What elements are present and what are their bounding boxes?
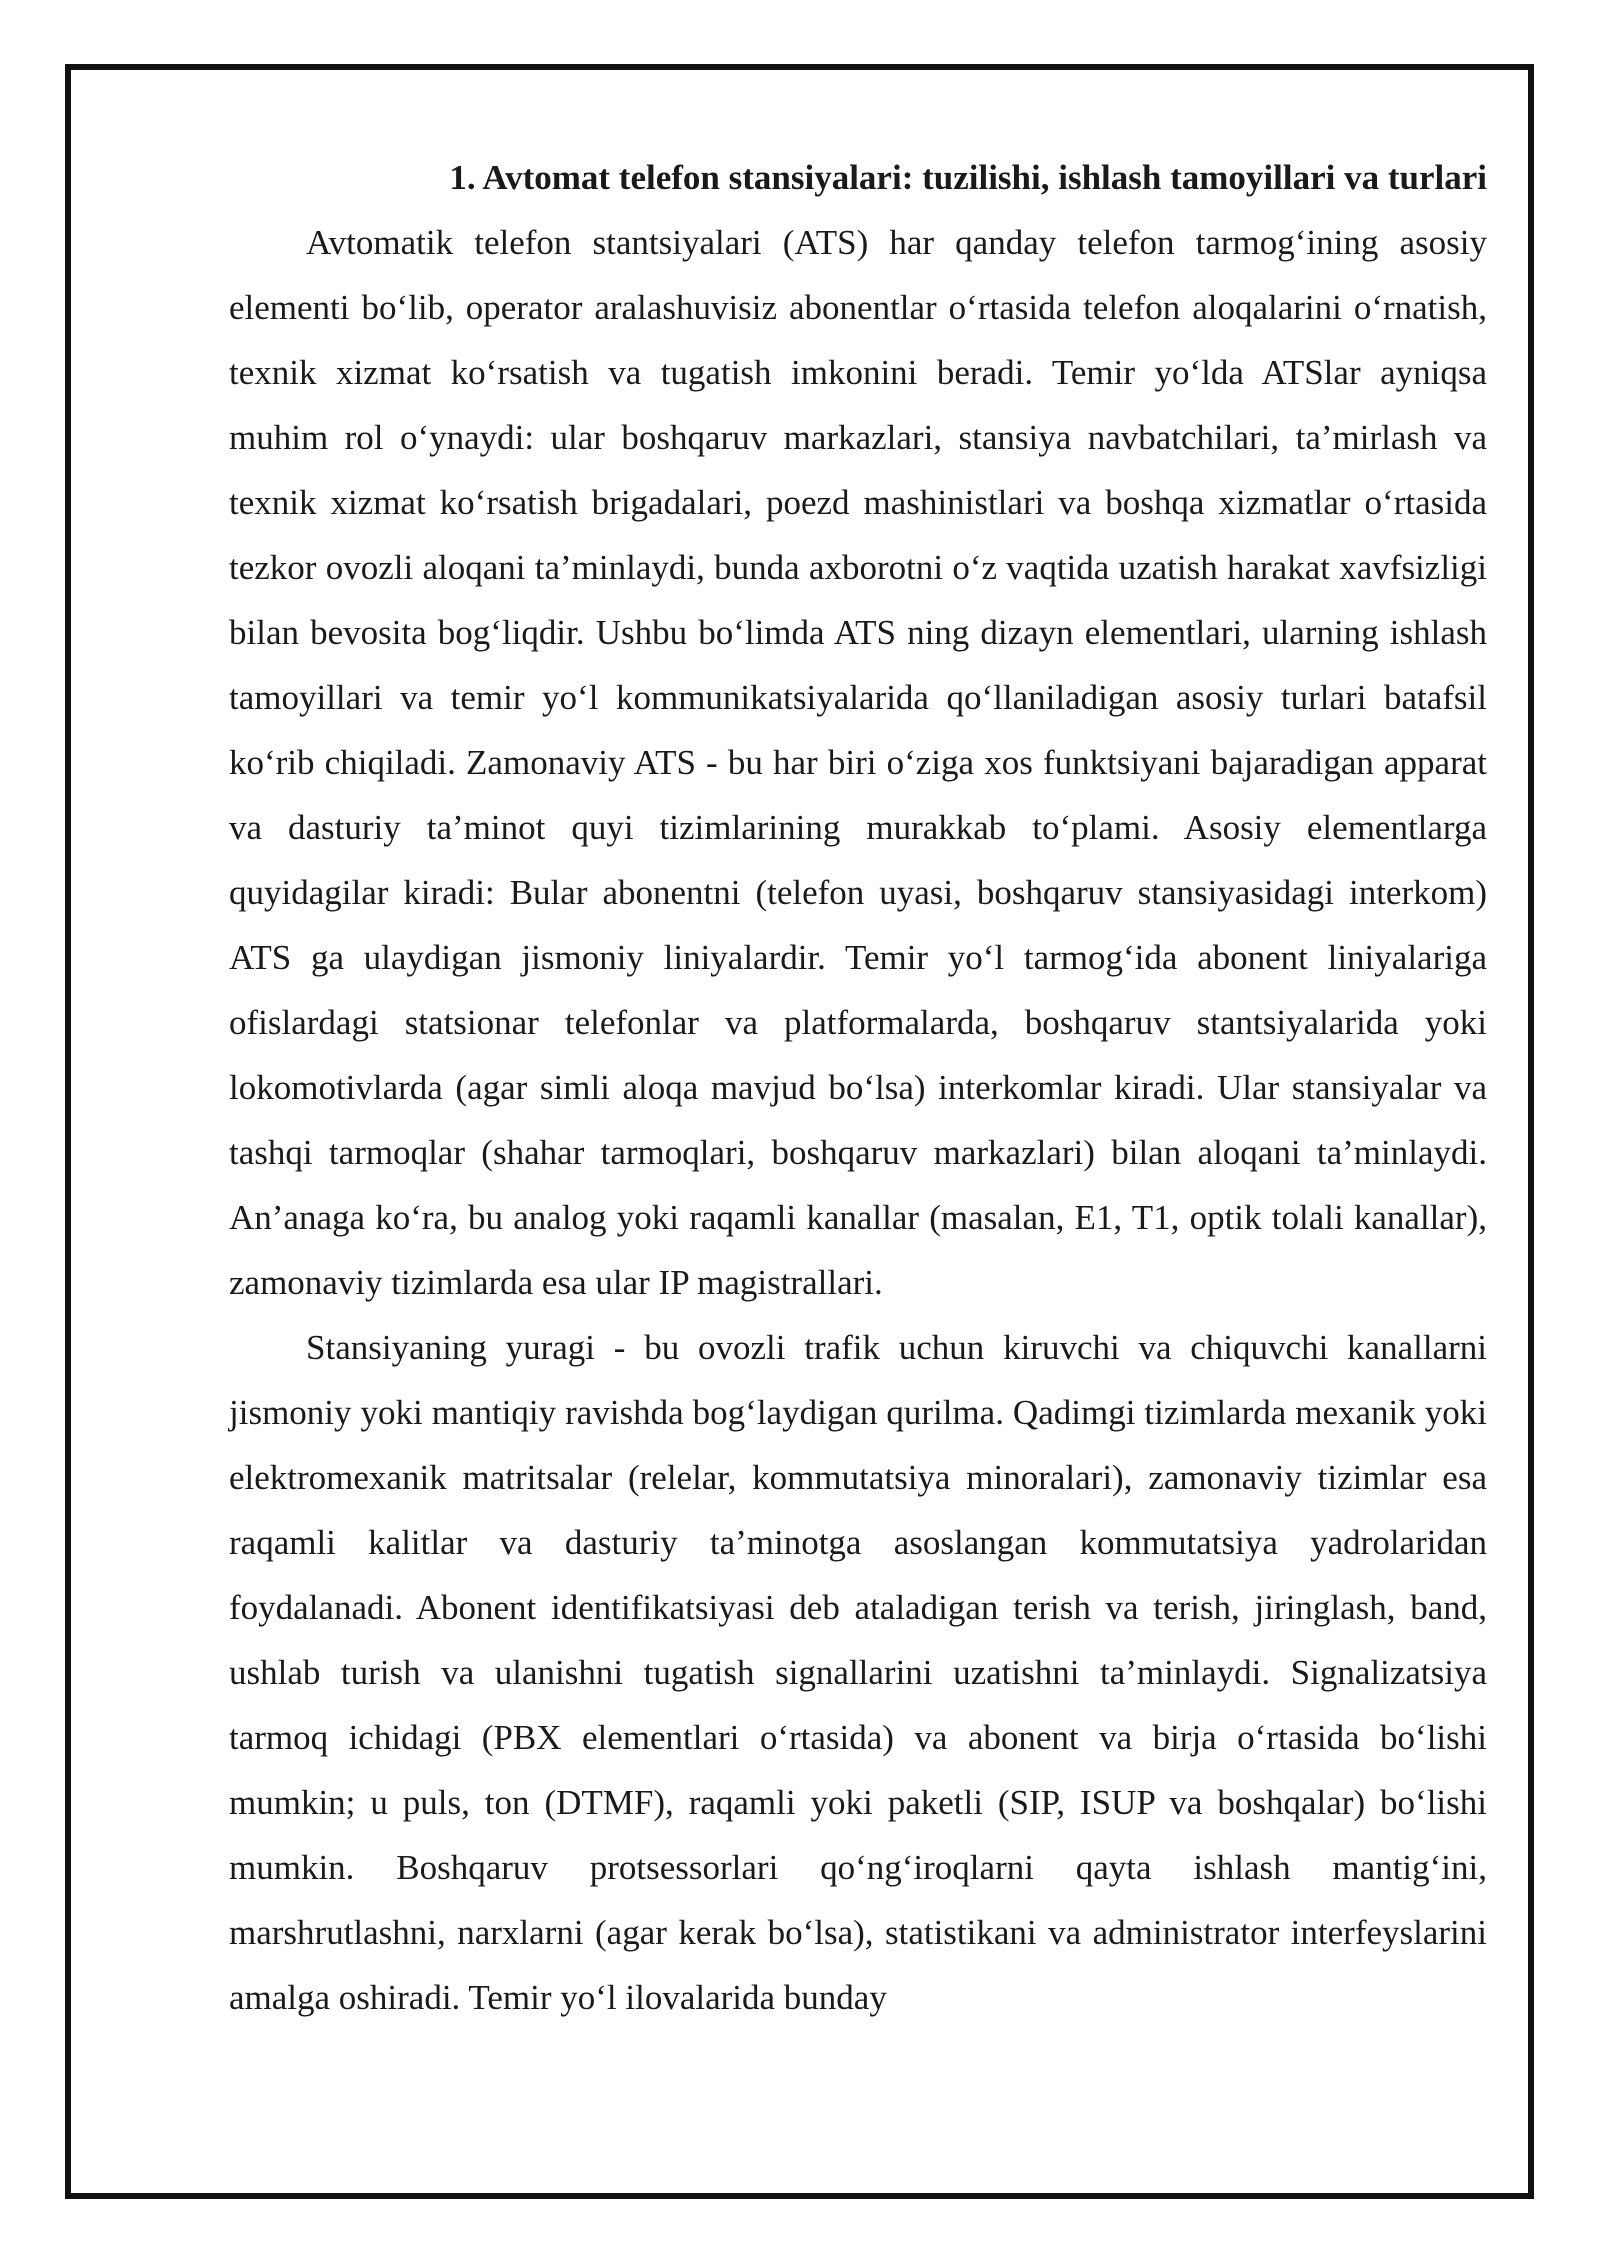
- paragraph: Stansiyaning yuragi - bu ovozli trafik uchun kiruvchi va chiquvchi kanallarni jismoniy yoki mantiqiy ravishda bog‘laydigan qurilma. Qadimgi tizimlarda mexanik yoki elektromexanik matritsalar (relelar, kommutatsiya minoralari), zamonaviy tizimlar esa raqamli kalitlar va dasturiy ta’minotga asoslangan kommutatsiya yadrolaridan foydalanadi. Abonent identifikatsiyasi deb ataladigan terish va terish, jiringlash, band, ushlab turish va ulanishni tugatish signallarini uzatishni ta’minlaydi. Signalizatsiya tarmoq ichidagi (PBX elementlari o‘rtasida) va abonent va birja o‘rtasida bo‘lishi mumkin; u puls, ton (DTMF), raqamli yoki paketli (SIP, ISUP va boshqalar) bo‘lishi mumkin. Boshqaruv protsessorlari qo‘ng‘iroqlarni qayta ishlash mantig‘ini, marshrutlashni, narxlarni (agar kerak bo‘lsa), statistikani va administrator interfeyslarini amalga oshiradi. Temir yo‘l ilovalarida bunday: [229, 1328, 1487, 2017]
- document-body: [229, 145, 1487, 2030]
- paragraph: Avtomatik telefon stantsiyalari (ATS) har qanday telefon tarmog‘ining asosiy elementi bo‘lib, operator aralashuvisiz abonentlar o‘rtasida telefon aloqalarini o‘rnatish, texnik xizmat ko‘rsatish va tugatish imkonini beradi. Temir yo‘lda ATSlar ayniqsa muhim rol o‘ynaydi: ular boshqaruv markazlari, stansiya navbatchilari, ta’mirlash va texnik xizmat ko‘rsatish brigadalari, poezd mashinistlari va boshqa xizmatlar o‘rtasida tezkor ovozli aloqani ta’minlaydi, bunda axborotni o‘z vaqtida uzatish harakat xavfsizligi bilan bevosita bog‘liqdir. Ushbu bo‘limda ATS ning dizayn elementlari, ularning ishlash tamoyillari va temir yo‘l kommunikatsiyalarida qo‘llaniladigan asosiy turlari batafsil ko‘rib chiqiladi. Zamonaviy ATS - bu har biri o‘ziga xos funktsiyani bajaradigan apparat va dasturiy ta’minot quyi tizimlarining murakkab to‘plami. Asosiy elementlarga quyidagilar kiradi: Bular abonentni (telefon uyasi, boshqaruv stansiyasidagi interkom) ATS ga ulaydigan jismoniy liniyalardir. Temir yo‘l tarmog‘ida abonent liniyalariga ofislardagi statsionar telefonlar va platformalarda, boshqaruv stantsiyalarida yoki lokomotivlarda (agar simli aloqa mavjud bo‘lsa) interkomlar kiradi. Ular stansiyalar va tashqi tarmoqlar (shahar tarmoqlari, boshqaruv markazlari) bilan aloqani ta’minlaydi. An’anaga ko‘ra, bu analog yoki raqamli kanallar (masalan, E1, T1, optik tolali kanallar), zamonaviy tizimlarda esa ular IP magistrallari.: [229, 223, 1487, 1302]
- section-heading: 1. Avtomat telefon stansiyalari: tuzilishi, ishlash tamoyillari va turlari: [449, 158, 1487, 197]
